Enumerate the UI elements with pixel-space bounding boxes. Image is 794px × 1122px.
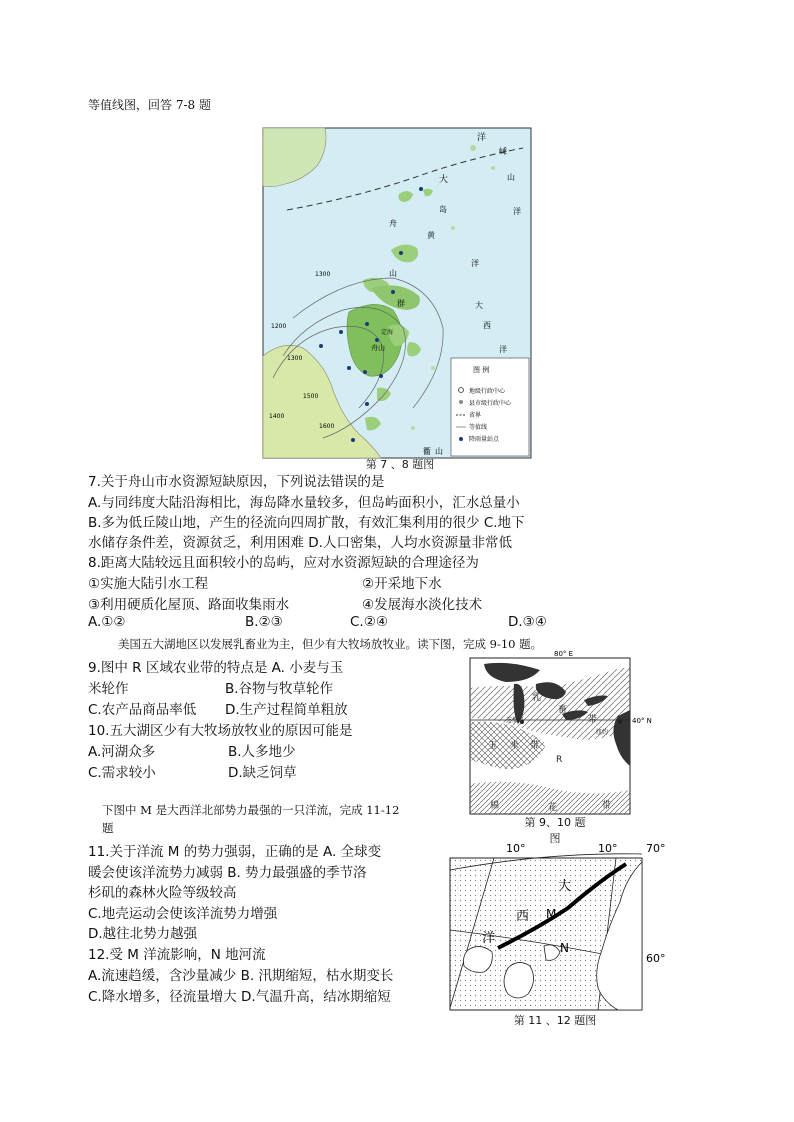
q11-line2: 暖会使该洋流势力减弱 B. 势力最强盛的季节洛 <box>88 865 367 881</box>
map1-label: 嵊 <box>499 147 507 156</box>
map1-legend <box>451 358 529 456</box>
q8-stem: 8.距离大陆较远且面积较小的岛屿，应对水资源短缺的合理途径为 <box>88 555 479 571</box>
map1-label: 1400 <box>269 413 285 420</box>
q9-line3a: C.农产品商品率低 <box>88 702 197 718</box>
q8-choice-b: B.②③ <box>245 614 283 630</box>
map1-label: 洋 <box>477 133 487 143</box>
q11-line5: D.越往北势力越强 <box>88 926 198 942</box>
q9-line3b: D.生产过程简单粗放 <box>225 702 348 718</box>
q10-d: D.缺乏饲草 <box>228 765 297 781</box>
map2-label: 带 <box>602 801 612 811</box>
map3-lon2: 10° <box>598 842 618 855</box>
map3-caption: 第 11 、12 题图 <box>513 1014 597 1027</box>
map1-label: 1300 <box>287 355 303 362</box>
map1-label: 1200 <box>271 323 287 330</box>
q11-line3: 杉矶的森林火险等级较高 <box>88 885 237 901</box>
map3-lat2: 60° <box>646 952 666 965</box>
map3-lon1: 10° <box>506 842 526 855</box>
map3-lat1: 70° <box>646 842 666 855</box>
q9-line2a: 米轮作 <box>88 681 129 697</box>
map2-label: 带 <box>530 741 540 751</box>
q7-line-a: A.与同纬度大陆沿海相比，海岛降水量较多，但岛屿面积小，汇水总量小 <box>88 495 520 511</box>
map1-label: 山 <box>435 447 443 456</box>
map1-label: 1600 <box>319 423 335 430</box>
map1-label: 定海 <box>381 329 394 336</box>
map1-label: 山 <box>389 269 397 278</box>
q10-b: B.人多地少 <box>228 744 296 760</box>
intro-9-10: 美国五大湖地区以发展乳畜业为主，但少有大牧场放牧业。读下图，完成 9-10 题。 <box>118 637 543 651</box>
map1-label: 西 <box>483 321 491 330</box>
legend-item: 县市级行政中心 <box>469 400 512 407</box>
map1-label: 舟山 <box>371 344 385 352</box>
q8-choice-a: A.①② <box>88 614 126 630</box>
map1-label: 大 <box>439 175 449 185</box>
legend-title: 图 例 <box>473 366 490 374</box>
map1-label: 1300 <box>315 271 331 278</box>
legend-item: 省界 <box>469 412 482 419</box>
q10-c: C.需求较小 <box>88 765 156 781</box>
map2-label: 带 <box>588 715 598 725</box>
map2-lon: 80° E <box>554 650 574 658</box>
q8-opt4: ④发展海水淡化技术 <box>362 597 483 613</box>
map1-label: 黄 <box>427 231 435 240</box>
q11-line4: C.地壳运动会使该洋流势力增强 <box>88 906 278 922</box>
map2-caption-2: 图 <box>549 832 561 845</box>
map1-label: 洋 <box>513 207 521 216</box>
legend-item: 降雨量站点 <box>469 436 500 443</box>
q11-line1: 11.关于洋流 M 的势力强弱，正确的是 A. 全球变 <box>88 844 382 860</box>
q8-opt2: ②开采地下水 <box>362 576 442 592</box>
map2-caption-1: 第 9、10 题 <box>524 816 586 829</box>
map1-label: 舟 <box>389 219 397 228</box>
map3-label-yang: 洋 <box>482 931 496 946</box>
q12-stem: 12.受 M 洋流影响，N 地河流 <box>88 947 266 963</box>
q12-line-a: A.流速趋缓，含沙量减少 B. 汛期缩短，枯水期变长 <box>88 968 394 984</box>
intro-11-12: 下图中 M 是大西洋北部势力最强的一只洋流，完成 11-12 <box>102 803 400 817</box>
map1-label: 衢 <box>423 447 431 456</box>
q10-a: A.河湖众多 <box>88 744 156 760</box>
q10-stem: 10.五大湖区少有大牧场放牧业的原因可能是 <box>88 723 353 739</box>
map2-label: 乳 <box>532 693 542 703</box>
map3-label-n: N <box>560 941 569 955</box>
map1-caption: 第 7 、8 题图 <box>365 458 435 471</box>
map1-label: 群 <box>397 299 405 308</box>
legend-item: 等值线 <box>469 424 488 431</box>
q12-line-c: C.降水增多，径流量增大 D.气温升高，结冰期缩短 <box>88 989 391 1005</box>
map3-label-da: 大 <box>558 879 572 894</box>
map2-label: 花 <box>548 803 558 813</box>
map1-label: 大 <box>475 301 483 310</box>
map1-label: 岛 <box>439 205 447 214</box>
map2-label: R <box>556 755 563 765</box>
intro-11-12-b: 题 <box>102 821 114 835</box>
map1-label: 洋 <box>471 259 479 268</box>
map1-label: 山 <box>507 173 515 182</box>
map2-label: 玉 <box>488 741 498 751</box>
q9-line2b: B.谷物与牧草轮作 <box>225 681 334 697</box>
map2-label: 畜 <box>558 705 568 715</box>
great-lakes-map <box>470 648 652 816</box>
map2-lat: 40° N <box>632 717 652 725</box>
q8-opt3: ③利用硬质化屋顶、路面收集雨水 <box>88 597 290 613</box>
q9-line1: 9.图中 R 区域农业带的特点是 A. 小麦与玉 <box>88 660 344 676</box>
map2-label: 米 <box>510 741 520 751</box>
intro-text: 等值线图，回答 7-8 题 <box>88 98 211 112</box>
map1-label: 1500 <box>303 393 319 400</box>
q8-choice-c: C.②④ <box>350 614 388 630</box>
zhoushan-map <box>263 128 531 458</box>
map1-label: 洋 <box>499 345 507 354</box>
q7-line-b: B.多为低丘陵山地，产生的径流向四周扩散，有效汇集利用的很少 C.地下 <box>88 515 525 531</box>
map3-label-m: M <box>546 907 557 921</box>
q7-stem: 7.关于舟山市水资源短缺原因，下列说法错误的是 <box>88 474 385 490</box>
map3-label-xi: 西 <box>516 909 530 924</box>
q8-opt1: ①实施大陆引水工程 <box>88 576 209 592</box>
legend-item: 地级行政中心 <box>469 388 506 395</box>
map2-label: 芝加哥 <box>506 717 525 724</box>
q7-line-c: 水储存条件差，资源贫乏，利用困难 D.人口密集，人均水资源量非常低 <box>88 535 512 551</box>
north-atlantic-map <box>448 838 674 1012</box>
q8-choice-d: D.③④ <box>508 614 547 630</box>
map2-label: 纽约 <box>596 729 609 736</box>
map2-label: 棉 <box>490 801 500 811</box>
